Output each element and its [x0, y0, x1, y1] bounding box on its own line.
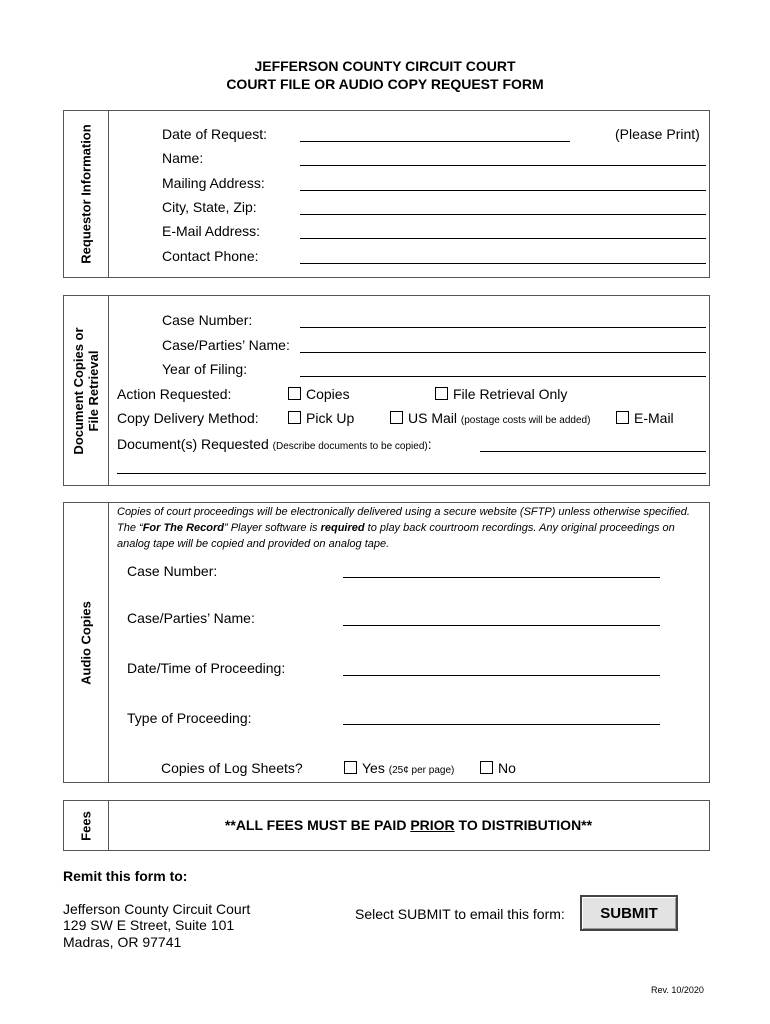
form-title-request: COURT FILE OR AUDIO COPY REQUEST FORM	[226, 76, 544, 92]
fees-section	[63, 800, 710, 851]
audio-note-text-1: Copies of court proceedings will be electronically delivered using a secure website (SFTP) unless otherwise specified. The “	[117, 506, 690, 534]
date-field[interactable]	[300, 141, 570, 142]
submit-prompt: Select SUBMIT to email this form:	[355, 906, 565, 922]
document-copies-section-title	[71, 327, 101, 454]
name-label: Name:	[162, 150, 204, 166]
proceeding-type-field[interactable]	[343, 724, 660, 725]
fees-section-title: Fees	[78, 810, 94, 841]
email-delivery-checkbox[interactable]	[616, 411, 629, 424]
documents-requested-colon: :	[427, 436, 432, 452]
requestor-section-title: Requestor Information	[78, 124, 94, 264]
contact-phone-label: Contact Phone:	[162, 248, 259, 264]
date-label: Date of Request:	[162, 126, 268, 142]
audio-delivery-note	[117, 504, 702, 552]
doc-case-number-field[interactable]	[300, 327, 706, 328]
doc-year-label: Year of Filing:	[162, 361, 248, 377]
name-field[interactable]	[300, 165, 706, 166]
requestor-sidebar	[64, 111, 109, 277]
copies-checkbox[interactable]	[288, 387, 301, 400]
audio-copies-section-title: Audio Copies	[78, 600, 94, 685]
us-mail-label: US Mail	[408, 410, 458, 426]
copies-label: Copies	[306, 386, 350, 402]
fees-notice-prior: PRIOR	[410, 817, 455, 833]
documents-requested-title: Document(s) Requested	[117, 436, 269, 452]
fees-notice-text-2: TO DISTRIBUTION**	[454, 817, 593, 833]
contact-phone-field[interactable]	[300, 263, 706, 264]
email-delivery-label: E-Mail	[634, 410, 674, 426]
document-copies-section	[63, 295, 710, 486]
documents-requested-field-1[interactable]	[480, 451, 706, 452]
audio-copies-sidebar	[64, 503, 109, 782]
audio-parties-field[interactable]	[343, 625, 660, 626]
fees-notice-text-1: **ALL FEES MUST BE PAID	[224, 817, 411, 833]
file-retrieval-checkbox[interactable]	[435, 387, 448, 400]
audio-case-number-field[interactable]	[343, 577, 660, 578]
audio-note-text-2: ” Player software is	[223, 522, 321, 534]
requestor-section	[63, 110, 710, 278]
please-print-note: (Please Print)	[615, 126, 700, 142]
file-retrieval-label: File Retrieval Only	[453, 386, 568, 402]
submit-button[interactable]: SUBMIT	[580, 895, 678, 931]
doc-parties-field[interactable]	[300, 352, 706, 353]
city-state-zip-label: City, State, Zip:	[162, 199, 257, 215]
log-sheets-no-label: No	[498, 760, 516, 776]
audio-note-software-name: For The Record	[142, 522, 224, 534]
log-sheets-no-checkbox[interactable]	[480, 761, 493, 774]
proceeding-type-label: Type of Proceeding:	[127, 710, 252, 726]
action-requested-label: Action Requested:	[117, 386, 232, 402]
log-sheets-label: Copies of Log Sheets?	[161, 760, 303, 776]
remit-address-line3: Madras, OR 97741	[63, 934, 182, 950]
log-sheets-price-note: (25¢ per page)	[388, 765, 455, 776]
remit-address-line1: Jefferson County Circuit Court	[63, 901, 251, 917]
us-mail-checkbox[interactable]	[390, 411, 403, 424]
audio-parties-label: Case/Parties’ Name:	[127, 610, 255, 626]
city-state-zip-field[interactable]	[300, 214, 706, 215]
mailing-address-field[interactable]	[300, 190, 706, 191]
mailing-address-label: Mailing Address:	[162, 175, 265, 191]
form-title-court: JEFFERSON COUNTY CIRCUIT COURT	[254, 58, 516, 74]
delivery-method-label: Copy Delivery Method:	[117, 410, 259, 426]
documents-requested-label	[117, 436, 432, 452]
us-mail-option	[408, 410, 590, 426]
log-sheets-yes-checkbox[interactable]	[344, 761, 357, 774]
audio-copies-section	[63, 502, 710, 783]
proceeding-datetime-label: Date/Time of Proceeding:	[127, 660, 286, 676]
log-sheets-yes-option	[362, 760, 454, 776]
documents-requested-note: (Describe documents to be copied)	[272, 441, 428, 452]
doc-year-field[interactable]	[300, 376, 706, 377]
audio-case-number-label: Case Number:	[127, 563, 218, 579]
document-copies-sidebar	[64, 296, 109, 485]
audio-note-text-3: to play back courtroom recordings. Any original proceedings on analog tape will be copied and provided on analog tape.	[117, 522, 675, 550]
audio-note-required: required	[320, 522, 365, 534]
pick-up-label: Pick Up	[306, 410, 355, 426]
doc-case-number-label: Case Number:	[162, 312, 253, 328]
log-sheets-yes-label: Yes	[362, 760, 385, 776]
fees-sidebar	[64, 801, 109, 850]
revision-label: Rev. 10/2020	[651, 985, 704, 995]
email-address-label: E-Mail Address:	[162, 223, 261, 239]
pick-up-checkbox[interactable]	[288, 411, 301, 424]
us-mail-postage-note: (postage costs will be added)	[460, 415, 591, 426]
proceeding-datetime-field[interactable]	[343, 675, 660, 676]
remit-heading: Remit this form to:	[63, 868, 188, 884]
email-address-field[interactable]	[300, 238, 706, 239]
doc-parties-label: Case/Parties’ Name:	[162, 337, 290, 353]
document-copies-title-line2: File Retrieval	[86, 350, 101, 431]
documents-requested-field-2[interactable]	[117, 473, 706, 474]
document-copies-title-line1: Document Copies or	[71, 326, 86, 455]
remit-address-line2: 129 SW E Street, Suite 101	[63, 917, 235, 933]
fees-notice	[108, 817, 709, 833]
